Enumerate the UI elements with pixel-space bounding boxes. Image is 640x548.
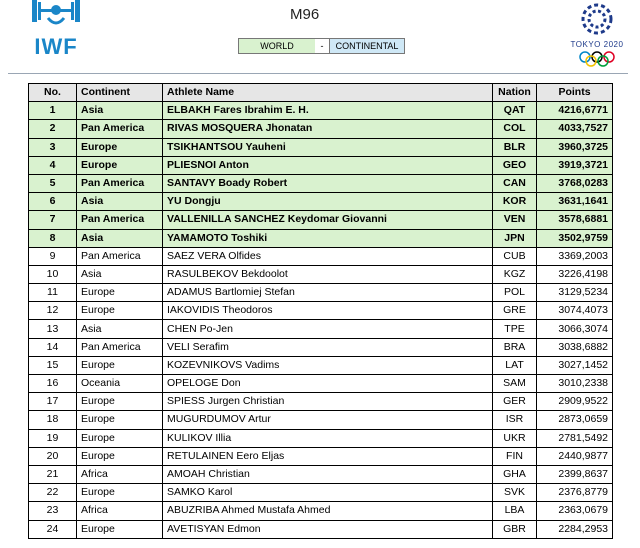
cell-rank: 24	[29, 520, 77, 538]
cell-athlete-name: SAMKO Karol	[163, 484, 493, 502]
table-row	[29, 429, 613, 447]
cell-continent: Europe	[77, 393, 163, 411]
cell-nation: GHA	[493, 465, 537, 483]
cell-athlete-name: VELI Serafim	[163, 338, 493, 356]
tokyo-logo-text: TOKYO 2020	[570, 40, 624, 49]
cell-athlete-name: VALLENILLA SANCHEZ Keydomar Giovanni	[163, 211, 493, 229]
cell-continent: Oceania	[77, 375, 163, 393]
cell-rank: 20	[29, 447, 77, 465]
cell-nation: CUB	[493, 247, 537, 265]
cell-athlete-name: MUGURDUMOV Artur	[163, 411, 493, 429]
cell-nation: GRE	[493, 302, 537, 320]
cell-athlete-name: CHEN Po-Jen	[163, 320, 493, 338]
table-row	[29, 229, 613, 247]
cell-rank: 2	[29, 120, 77, 138]
table-row	[29, 265, 613, 283]
cell-points: 2781,5492	[537, 429, 613, 447]
cell-nation: VEN	[493, 211, 537, 229]
cell-nation: POL	[493, 284, 537, 302]
cell-points: 3226,4198	[537, 265, 613, 283]
cell-points: 4033,7527	[537, 120, 613, 138]
table-row	[29, 120, 613, 138]
cell-nation: FIN	[493, 447, 537, 465]
column-header-nation: Nation	[493, 84, 537, 102]
table-row	[29, 411, 613, 429]
cell-athlete-name: YAMAMOTO Toshiki	[163, 229, 493, 247]
cell-points: 3038,6882	[537, 338, 613, 356]
cell-rank: 14	[29, 338, 77, 356]
cell-points: 2909,9522	[537, 393, 613, 411]
cell-points: 4216,6771	[537, 102, 613, 120]
cell-athlete-name: TSIKHANTSOU Yauheni	[163, 138, 493, 156]
cell-rank: 12	[29, 302, 77, 320]
cell-athlete-name: SPIESS Jurgen Christian	[163, 393, 493, 411]
cell-continent: Europe	[77, 484, 163, 502]
cell-rank: 23	[29, 502, 77, 520]
cell-nation: KOR	[493, 193, 537, 211]
cell-points: 3369,2003	[537, 247, 613, 265]
table-row	[29, 138, 613, 156]
cell-points: 2284,2953	[537, 520, 613, 538]
cell-rank: 11	[29, 284, 77, 302]
cell-athlete-name: YU Dongju	[163, 193, 493, 211]
cell-nation: SVK	[493, 484, 537, 502]
cell-points: 3066,3074	[537, 320, 613, 338]
cell-continent: Asia	[77, 229, 163, 247]
olympic-rings-icon	[577, 51, 617, 67]
cell-athlete-name: RASULBEKOV Bekdoolot	[163, 265, 493, 283]
cell-athlete-name: PLIESNOI Anton	[163, 156, 493, 174]
table-row	[29, 502, 613, 520]
cell-nation: SAM	[493, 375, 537, 393]
cell-continent: Pan America	[77, 120, 163, 138]
tokyo-emblem-icon	[567, 0, 627, 38]
cell-rank: 10	[29, 265, 77, 283]
cell-nation: GEO	[493, 156, 537, 174]
document-header	[0, 0, 640, 78]
cell-athlete-name: AMOAH Christian	[163, 465, 493, 483]
cell-rank: 22	[29, 484, 77, 502]
cell-athlete-name: ELBAKH Fares Ibrahim E. H.	[163, 102, 493, 120]
cell-rank: 4	[29, 156, 77, 174]
cell-continent: Europe	[77, 356, 163, 374]
cell-points: 3631,1641	[537, 193, 613, 211]
table-row	[29, 356, 613, 374]
cell-continent: Europe	[77, 447, 163, 465]
iwf-logo	[26, 0, 86, 60]
cell-rank: 15	[29, 356, 77, 374]
cell-nation: COL	[493, 120, 537, 138]
table-row	[29, 211, 613, 229]
legend	[238, 38, 405, 54]
cell-athlete-name: ADAMUS Bartlomiej Stefan	[163, 284, 493, 302]
cell-rank: 18	[29, 411, 77, 429]
legend-world: WORLD	[239, 39, 315, 53]
cell-points: 3010,2338	[537, 375, 613, 393]
cell-nation: BRA	[493, 338, 537, 356]
table-row	[29, 520, 613, 538]
legend-separator: -	[315, 39, 329, 53]
cell-continent: Europe	[77, 284, 163, 302]
cell-rank: 13	[29, 320, 77, 338]
cell-continent: Europe	[77, 138, 163, 156]
cell-athlete-name: KULIKOV Illia	[163, 429, 493, 447]
cell-continent: Pan America	[77, 338, 163, 356]
cell-rank: 21	[29, 465, 77, 483]
cell-points: 3768,0283	[537, 174, 613, 192]
table-row	[29, 302, 613, 320]
cell-nation: GBR	[493, 520, 537, 538]
cell-rank: 6	[29, 193, 77, 211]
cell-rank: 5	[29, 174, 77, 192]
cell-rank: 19	[29, 429, 77, 447]
cell-nation: JPN	[493, 229, 537, 247]
legend-continental: CONTINENTAL	[329, 39, 404, 53]
tokyo-2020-logo	[567, 0, 627, 72]
table-row	[29, 338, 613, 356]
page-title: M96	[290, 6, 320, 23]
table-row	[29, 193, 613, 211]
cell-rank: 1	[29, 102, 77, 120]
table-row	[29, 465, 613, 483]
table-row	[29, 447, 613, 465]
cell-continent: Asia	[77, 102, 163, 120]
cell-points: 3502,9759	[537, 229, 613, 247]
cell-continent: Europe	[77, 429, 163, 447]
cell-continent: Asia	[77, 320, 163, 338]
cell-points: 2376,8779	[537, 484, 613, 502]
cell-rank: 9	[29, 247, 77, 265]
cell-nation: LAT	[493, 356, 537, 374]
cell-points: 3129,5234	[537, 284, 613, 302]
cell-points: 3960,3725	[537, 138, 613, 156]
cell-continent: Africa	[77, 465, 163, 483]
cell-athlete-name: KOZEVNIKOVS Vadims	[163, 356, 493, 374]
cell-continent: Asia	[77, 193, 163, 211]
cell-continent: Europe	[77, 520, 163, 538]
cell-points: 2363,0679	[537, 502, 613, 520]
column-header-continent: Continent	[77, 84, 163, 102]
header-divider	[8, 73, 628, 74]
cell-nation: LBA	[493, 502, 537, 520]
cell-athlete-name: AVETISYAN Edmon	[163, 520, 493, 538]
column-header-points: Points	[537, 84, 613, 102]
table-row	[29, 484, 613, 502]
cell-nation: KGZ	[493, 265, 537, 283]
cell-athlete-name: RIVAS MOSQUERA Jhonatan	[163, 120, 493, 138]
table-row	[29, 375, 613, 393]
table-row	[29, 156, 613, 174]
cell-nation: BLR	[493, 138, 537, 156]
cell-athlete-name: OPELOGE Don	[163, 375, 493, 393]
cell-points: 2440,9877	[537, 447, 613, 465]
cell-continent: Asia	[77, 265, 163, 283]
cell-nation: CAN	[493, 174, 537, 192]
table-row	[29, 102, 613, 120]
cell-athlete-name: IAKOVIDIS Theodoros	[163, 302, 493, 320]
cell-continent: Europe	[77, 411, 163, 429]
cell-athlete-name: SAEZ VERA Olfides	[163, 247, 493, 265]
cell-nation: QAT	[493, 102, 537, 120]
table-row	[29, 393, 613, 411]
cell-points: 3919,3721	[537, 156, 613, 174]
cell-nation: ISR	[493, 411, 537, 429]
cell-continent: Europe	[77, 302, 163, 320]
cell-rank: 8	[29, 229, 77, 247]
cell-athlete-name: ABUZRIBA Ahmed Mustafa Ahmed	[163, 502, 493, 520]
cell-continent: Pan America	[77, 174, 163, 192]
column-header-athlete: Athlete Name	[163, 84, 493, 102]
cell-continent: Pan America	[77, 211, 163, 229]
ranking-table	[28, 83, 613, 539]
cell-nation: TPE	[493, 320, 537, 338]
cell-athlete-name: RETULAINEN Eero Eljas	[163, 447, 493, 465]
cell-athlete-name: SANTAVY Boady Robert	[163, 174, 493, 192]
cell-points: 3074,4073	[537, 302, 613, 320]
cell-continent: Pan America	[77, 247, 163, 265]
cell-points: 3578,6881	[537, 211, 613, 229]
cell-rank: 17	[29, 393, 77, 411]
cell-continent: Europe	[77, 156, 163, 174]
cell-points: 2399,8637	[537, 465, 613, 483]
cell-points: 2873,0659	[537, 411, 613, 429]
table-row	[29, 174, 613, 192]
cell-rank: 16	[29, 375, 77, 393]
cell-nation: UKR	[493, 429, 537, 447]
cell-points: 3027,1452	[537, 356, 613, 374]
table-header-row	[29, 84, 613, 102]
table-row	[29, 247, 613, 265]
column-header-no: No.	[29, 84, 77, 102]
cell-rank: 7	[29, 211, 77, 229]
cell-nation: GER	[493, 393, 537, 411]
table-row	[29, 284, 613, 302]
iwf-logo-text: IWF	[34, 34, 78, 59]
table-row	[29, 320, 613, 338]
cell-continent: Africa	[77, 502, 163, 520]
cell-rank: 3	[29, 138, 77, 156]
